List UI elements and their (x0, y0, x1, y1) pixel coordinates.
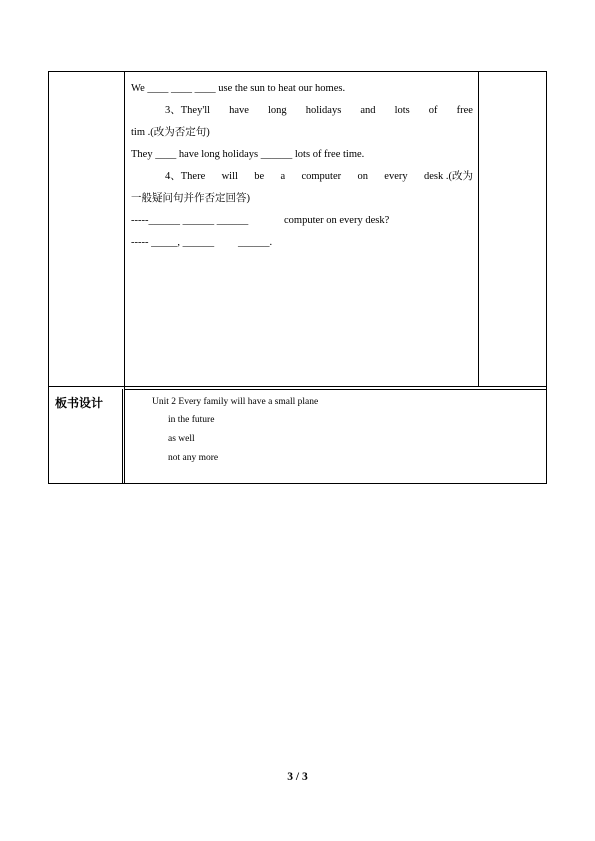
col-divider-right-upper (478, 71, 479, 386)
item4-sentence (165, 170, 473, 183)
item4-word: computer (301, 171, 342, 182)
item3-word: and (360, 105, 376, 116)
board-design-phrase: in the future (168, 415, 215, 425)
board-design-title: Unit 2 Every family will have a small plane (152, 397, 319, 407)
page-number: 3 / 3 (287, 771, 308, 783)
item3-word: have (229, 105, 249, 116)
item3-word: 3、They'll (165, 105, 211, 116)
exercise-line-we: We ____ ____ ____ use the sun to heat our homes. (131, 83, 346, 94)
table-bottom-border (48, 483, 547, 484)
item4-answer-blanks: ----- _____, ______ (131, 237, 215, 248)
item4-question-blanks: -----______ ______ ______ (131, 215, 249, 226)
item3-answer-line: They ____ have long holidays ______ lots of free time. (131, 149, 365, 160)
item4-word: desk .(改为 (423, 171, 473, 182)
row-divider (48, 386, 547, 387)
item4-word: 4、There (165, 171, 206, 182)
table-right-border (546, 71, 547, 484)
board-design-phrase: as well (168, 434, 195, 444)
item3-word: of (428, 105, 438, 116)
table-top-border (48, 71, 547, 72)
item4-word: be (254, 171, 265, 182)
item4-word: a (280, 171, 286, 182)
item4-question-rest: computer on every desk? (284, 215, 390, 226)
col-divider-left (124, 71, 125, 484)
board-design-label: 板书设计 (55, 396, 104, 410)
table-left-border (48, 71, 49, 484)
board-cell-inner-left (122, 389, 123, 483)
item4-word: every (384, 171, 408, 182)
item3-word: long (267, 105, 287, 116)
item3-instruction: tim .(改为否定句) (131, 127, 210, 138)
item4-instruction: 一般疑问句并作否定回答) (131, 193, 250, 204)
item3-sentence (165, 104, 473, 117)
item4-word: will (221, 171, 238, 182)
item3-word: holidays (305, 105, 342, 116)
item4-answer-rest: ______. (238, 237, 273, 248)
item4-word: on (357, 171, 368, 182)
board-design-phrase: not any more (168, 453, 219, 463)
board-cell-inner-top (124, 389, 546, 390)
item3-word: free (456, 105, 473, 116)
item3-word: lots (394, 105, 410, 116)
